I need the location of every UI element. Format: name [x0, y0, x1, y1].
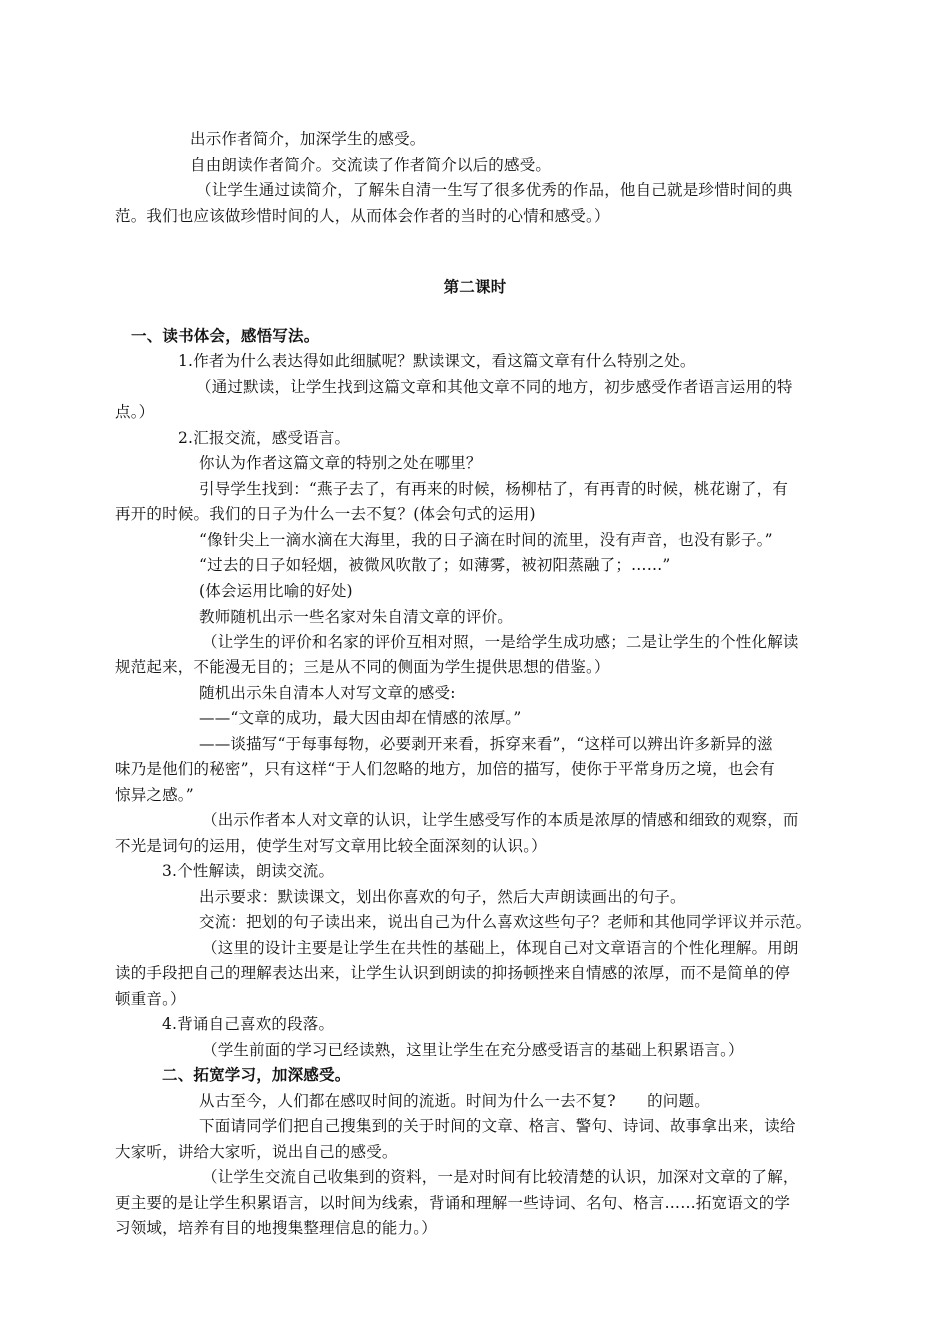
dash-quote-1: ——“文章的成功，最大因由却在情感的浓厚。” [199, 709, 522, 727]
section-1-item-1-note-line-1: （通过默读，让学生找到这篇文章和其他文章不同的地方，初步感受作者语言运用的特 [196, 378, 793, 396]
section-2-note-line-1: （让学生交流自己收集到的资料，一是对时间有比较清楚的认识，加深对文章的了解， [202, 1168, 799, 1186]
guide-line-1: 引导学生找到：“燕子去了，有再来的时候，杨柳枯了，有再青的时候，桃花谢了，有 [199, 480, 789, 498]
section-1-item-3: 3.个性解读，朗读交流。 [162, 862, 335, 880]
requirement-line: 出示要求：默读课文，划出你喜欢的句子，然后大声朗读画出的句子。 [199, 888, 686, 906]
section-2-paragraph-2-line-1: 下面请同学们把自己搜集到的关于时间的文章、格言、警句、诗词、故事拿出来，读给 [199, 1117, 796, 1135]
section-1-heading: 一、读书体会，感悟写法。 [131, 326, 320, 345]
intro-line-1: 出示作者简介，加深学生的感受。 [190, 130, 426, 148]
section-2-paragraph-2-line-2: 大家听，讲给大家听，说出自己的感受。 [115, 1143, 398, 1161]
intro-note-line-2: 范。我们也应该做珍惜时间的人，从而体会作者的当时的心情和感受。） [115, 207, 610, 225]
item-3-note-line-3: 顿重音。） [115, 990, 186, 1008]
guide-line-2: 再开的时候。我们的日子为什么一去不复？(体会句式的运用) [115, 505, 536, 523]
intro-line-2: 自由朗读作者简介。交流读了作者简介以后的感受。 [190, 156, 552, 174]
item-3-note-line-2: 读的手段把自己的理解表达出来，让学生认识到朗读的抑扬顿挫来自情感的浓厚，而不是简单的停 [115, 964, 791, 982]
teacher-note-line-1: （让学生的评价和名家的评价互相对照，一是给学生成功感；二是让学生的个性化解读 [202, 633, 799, 651]
lesson-title: 第二课时 [443, 277, 507, 296]
section-1-item-1-note-line-2: 点。） [115, 403, 155, 421]
question-line: 你认为作者这篇文章的特别之处在哪里？ [199, 454, 482, 472]
dash-quote-2-line-2: 味乃是他们的秘密”，只有这样“于人们忽略的地方，加倍的描写，使你于平常身历之境，也会有 [115, 760, 775, 778]
author-note-line-1: （出示作者本人对文章的认识，让学生感受写作的本质是浓厚的情感和细致的观察，而 [202, 811, 799, 829]
teacher-note-line-2: 规范起来，不能漫无目的；三是从不同的侧面为学生提供思想的借鉴。） [115, 658, 610, 676]
section-1-item-2: 2.汇报交流，感受语言。 [178, 429, 351, 447]
item-4-note: （学生前面的学习已经读熟，这里让学生在充分感受语言的基础上积累语言。） [202, 1041, 744, 1059]
section-2-paragraph-1: 从古至今，人们都在感叹时间的流逝。时间为什么一去不复? 的问题。 [199, 1092, 710, 1110]
author-note-line-2: 不光是词句的运用，使学生对写文章用比较全面深刻的认识。） [115, 837, 547, 855]
random-line: 随机出示朱自清本人对写文章的感受: [199, 684, 456, 702]
dash-quote-2-line-3: 惊异之感。” [115, 786, 194, 804]
quote-line-1: “像针尖上一滴水滴在大海里，我的日子滴在时间的流里，没有声音，也没有影子。” [199, 531, 773, 549]
quote-line-2: “过去的日子如轻烟，被微风吹散了；如薄雾，被初阳蒸融了；……” [199, 556, 671, 574]
section-2-heading: 二、拓宽学习，加深感受。 [162, 1065, 351, 1084]
section-2-note-line-3: 习领域，培养有目的地搜集整理信息的能力。） [115, 1219, 437, 1237]
section-1-item-4: 4.背诵自己喜欢的段落。 [162, 1015, 335, 1033]
intro-note-line-1: （让学生通过读简介，了解朱自清一生写了很多优秀的作品，他自己就是珍惜时间的典 [196, 181, 793, 199]
section-1-item-1: 1.作者为什么表达得如此细腻呢？默读课文，看这篇文章有什么特别之处。 [178, 352, 696, 370]
section-2-note-line-2: 更主要的是让学生积累语言，以时间为线索，背诵和理解一些诗词、名句、格言……拓宽语文的学 [115, 1194, 791, 1212]
teacher-line: 教师随机出示一些名家对朱自清文章的评价。 [199, 608, 514, 626]
item-3-note-line-1: （这里的设计主要是让学生在共性的基础上，体现自己对文章语言的个性化理解。用朗 [202, 939, 799, 957]
metaphor-note: (体会运用比喻的好处) [199, 582, 353, 600]
exchange-line: 交流：把划的句子读出来，说出自己为什么喜欢这些句子？老师和其他同学评议并示范。 [199, 913, 812, 931]
dash-quote-2-line-1: ——谈描写“于每事每物，必要剥开来看，拆穿来看”，“这样可以辨出许多新异的滋 [199, 735, 773, 753]
